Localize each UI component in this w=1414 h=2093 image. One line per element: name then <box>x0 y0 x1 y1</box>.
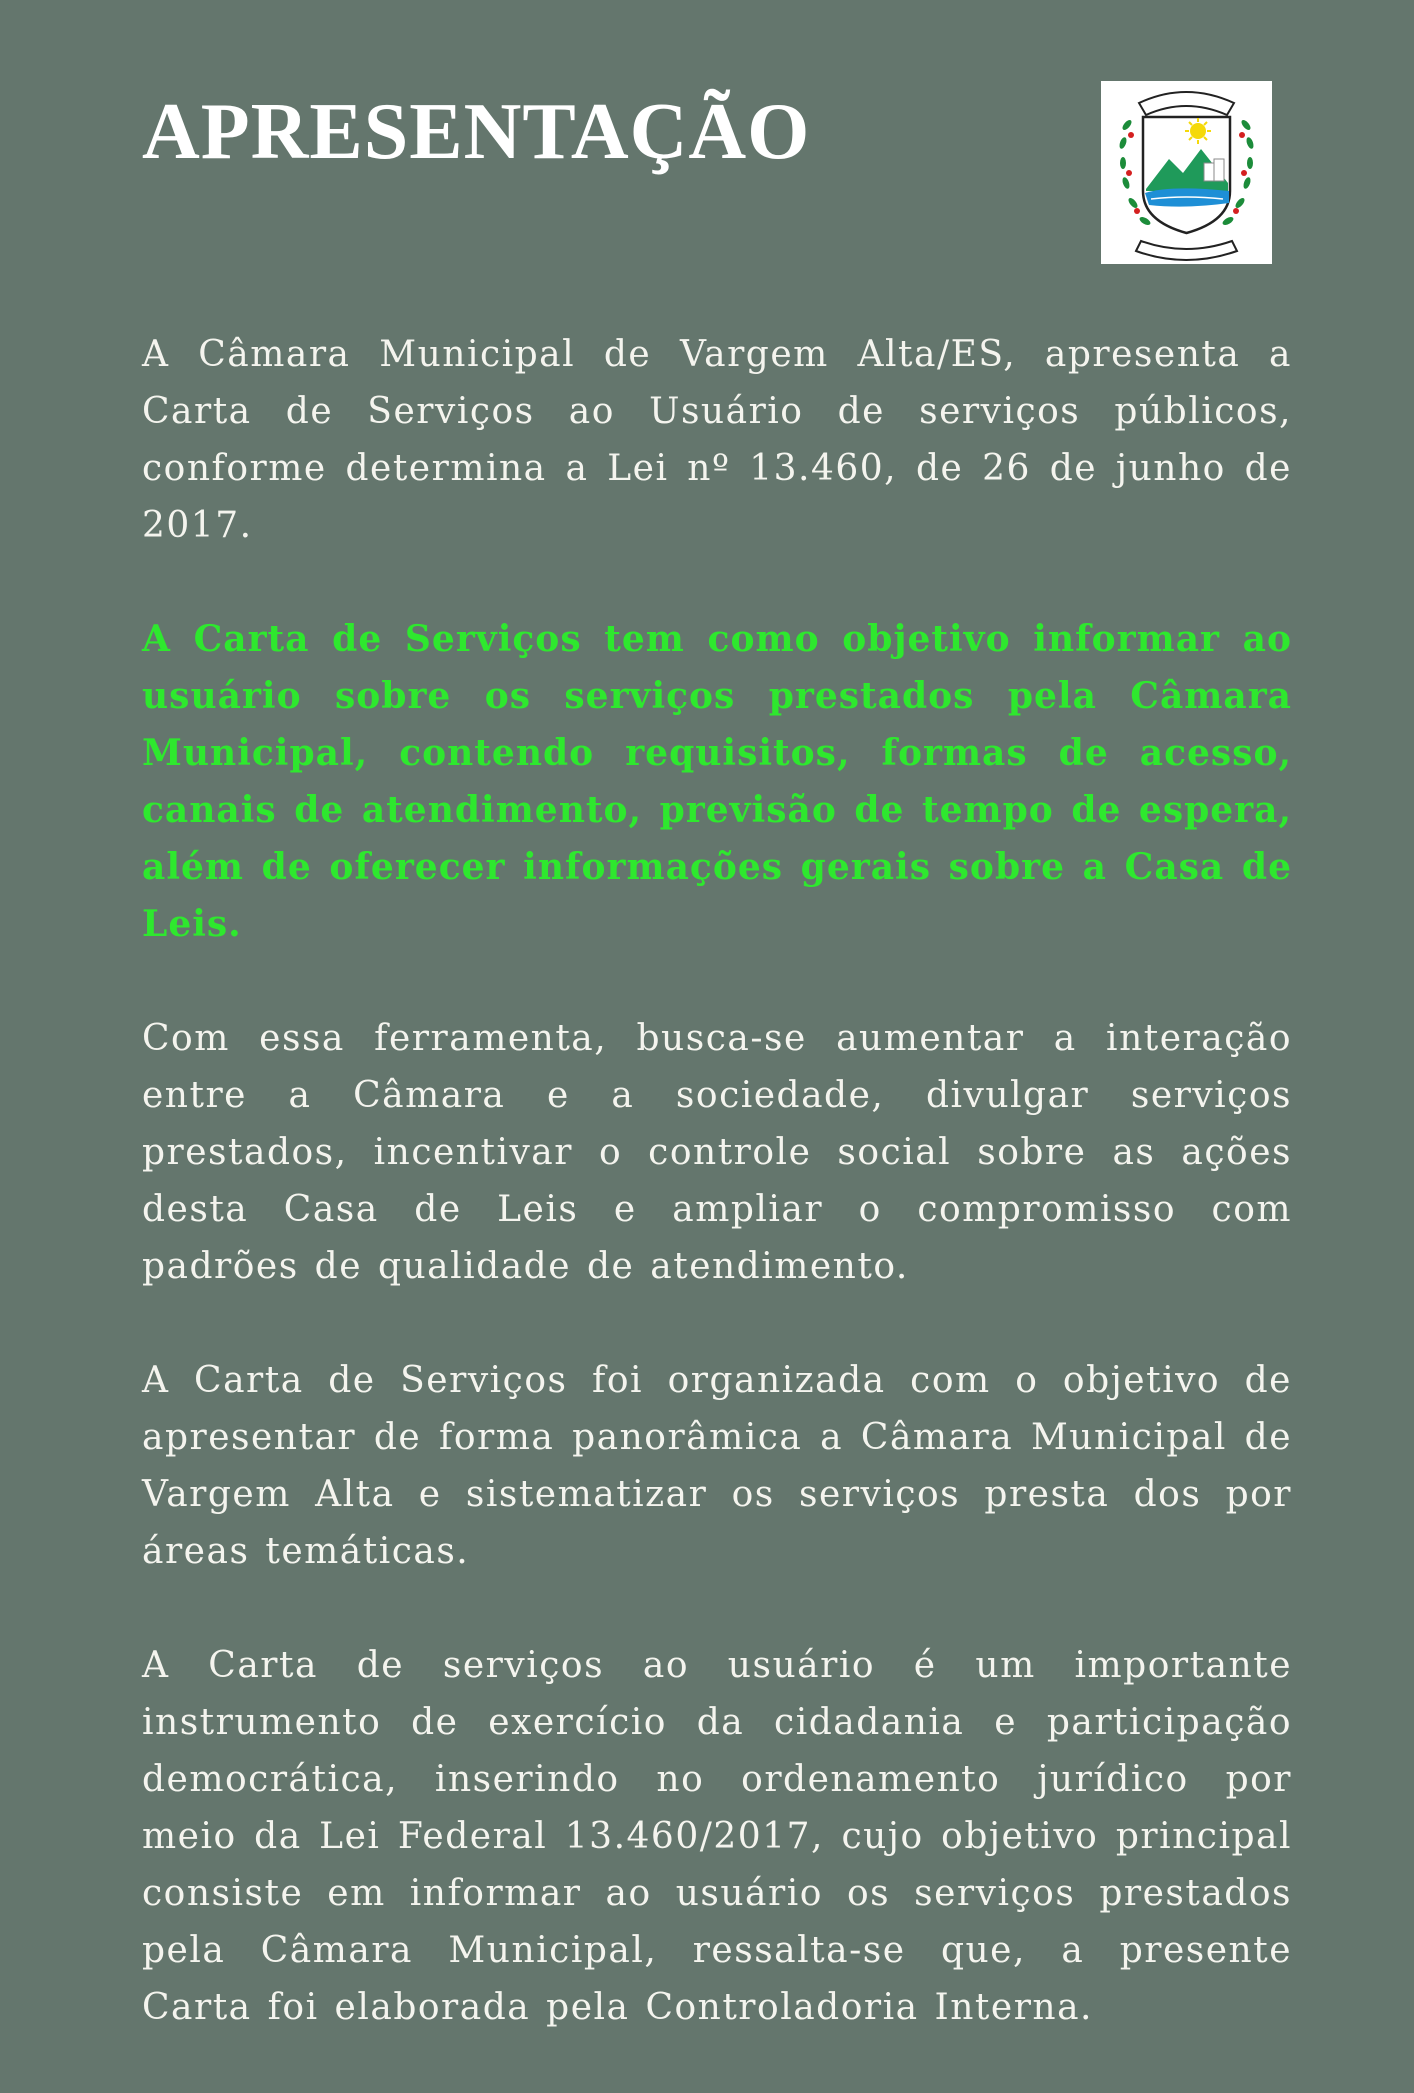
organization-paragraph: A Carta de Serviços foi organizada com o objetivo de apresentar de forma panorâmica a Câmara Municipal de Vargem Alta e sistematizar os serviços presta dos por áreas temáticas. <box>142 1360 1292 1572</box>
municipal-crest <box>1101 81 1272 264</box>
presentation-body <box>142 326 1292 2093</box>
highlighted-objective-paragraph: A Carta de Serviços tem como objetivo informar ao usuário sobre os serviços prestados pela Câmara Municipal, contendo requisitos, formas de acesso, canais de atendimento, previsão de tempo de espera, além de oferecer informações gerais sobre a Casa de Leis. <box>142 618 1292 945</box>
page-title: APRESENTAÇÃO <box>142 88 811 176</box>
coat-of-arms-icon <box>1101 81 1272 264</box>
citizenship-paragraph: A Carta de serviços ao usuário é um importante instrumento de exercício da cidadania e participação democrática, inserindo no ordenamento jurídico por meio da Lei Federal 13.460/2017, cujo objetivo principal consiste em informar ao usuário os serviços prestados pela Câmara Municipal, ressalta-se que, a presente Carta foi elaborada pela Controladoria Interna. <box>142 1645 1292 2028</box>
tool-purpose-paragraph: Com essa ferramenta, busca-se aumentar a interação entre a Câmara e a sociedade, divulgar serviços prestados, incentivar o controle social sobre as ações desta Casa de Leis e ampliar o compromisso com padrões de qualidade de atendimento. <box>142 1018 1292 1287</box>
intro-paragraph: A Câmara Municipal de Vargem Alta/ES, apresenta a Carta de Serviços ao Usuário de serviços públicos, conforme determina a Lei nº 13.460, de 26 de junho de 2017. <box>142 334 1292 546</box>
